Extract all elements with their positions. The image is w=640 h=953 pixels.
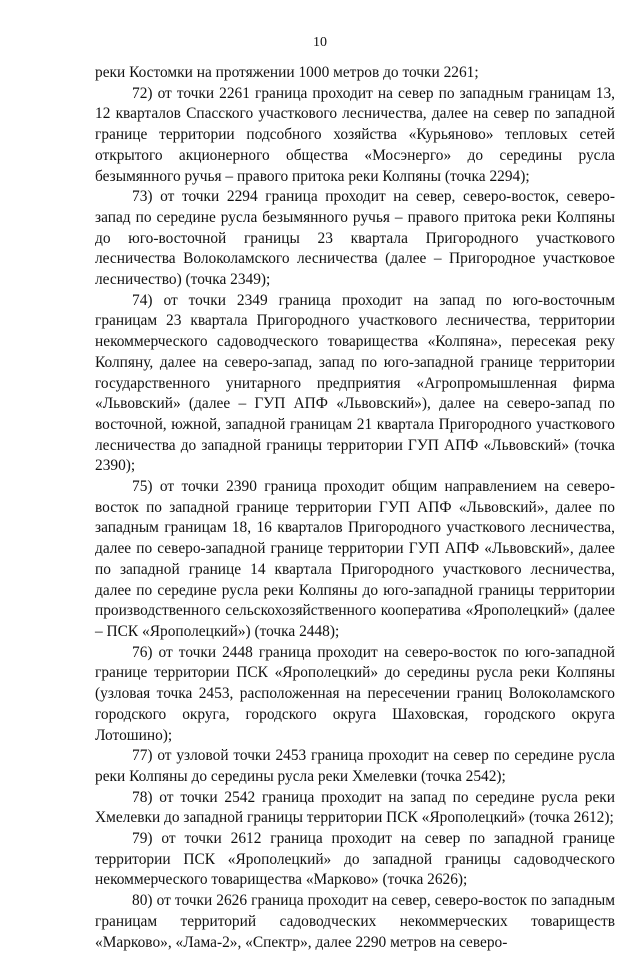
paragraph-80: 80) от точки 2626 граница проходит на север, северо-восток по западным границам территорий садоводческих некоммерческих товариществ «Марково», «Лама-2», «Спектр», далее 2290 метров на северо- — [95, 892, 615, 951]
paragraph-72: 72) от точки 2261 граница проходит на север по западным границам 13, 12 кварталов Спасского участкового лесничества, далее на север по западной границе территории подсобного хозяйства «Курьяново» тепловых сетей открытого акционерного общества «Мосэнерго» до середины русла безымянного ручья – правого притока реки Колпяны (точка 2294); — [95, 84, 615, 185]
paragraph-74: 74) от точки 2349 граница проходит на запад по юго-восточным границам 23 квартала Пригородного участкового лесничества, территории некоммерческого садоводческого товарищества «Колпяна», пересекая реку Колпяну, далее на северо-запад, запад по юго-западной границе территории государственного унитарного предприятия «Агропромышленная фирма «Львовский» (далее – ГУП АПФ «Львовский»), далее на северо-запад по восточной, южной, западной границам 21 квартала Пригородного участкового лесничества до западной границы территории ГУП АПФ «Львовский» (точка 2390); — [95, 291, 615, 475]
paragraph-76: 76) от точки 2448 граница проходит на северо-восток по юго-западной границе территории ПСК «Ярополецкий» до середины русла реки Колпяны (узловая точка 2453, расположенная на пересечении границ Волоколамского городского округа, городского округа Шаховская, городского округа Лотошино); — [95, 643, 615, 744]
paragraph-78: 78) от точки 2542 граница проходит на запад по середине русла реки Хмелевки до западной границы территории ПСК «Ярополецкий» (точка 2612); — [95, 788, 615, 827]
paragraph-77: 77) от узловой точки 2453 граница проходит на север по середине русла реки Колпяны до середины русла реки Хмелевки (точка 2542); — [95, 747, 615, 785]
paragraph-continuation: реки Костомки на протяжении 1000 метров до точки 2261; — [95, 64, 479, 81]
page-number: 10 — [313, 35, 327, 50]
paragraph-75: 75) от точки 2390 граница проходит общим направлением на северо-восток по западной границе территории ГУП АПФ «Львовский», далее по западным границам 18, 16 кварталов Пригородного участкового лесничества, далее по северо-западной границе территории ГУП АПФ «Львовский», далее по западной границе 14 квартала Пригородного участкового лесничества, далее по середине русла реки Колпяны до юго-западной границы территории производственного сельскохозяйственного кооператива «Ярополецкий» (далее – ПСК «Ярополецкий») (точка 2448); — [95, 478, 615, 640]
paragraph-73: 73) от точки 2294 граница проходит на север, северо-восток, северо-запад по середине русла безымянного ручья – правого притока реки Колпяны до юго-восточной границы 23 квартала Пригородного участкового лесничества Волоколамского лесничества (далее – Пригородное участковое лесничество) (точка 2349); — [95, 188, 615, 289]
document-body — [95, 63, 615, 953]
paragraph-79: 79) от точки 2612 граница проходит на север по западной границе территории ПСК «Ярополецкий» до западной границы садоводческого некоммерческого товарищества «Марково» (точка 2626); — [95, 830, 615, 889]
